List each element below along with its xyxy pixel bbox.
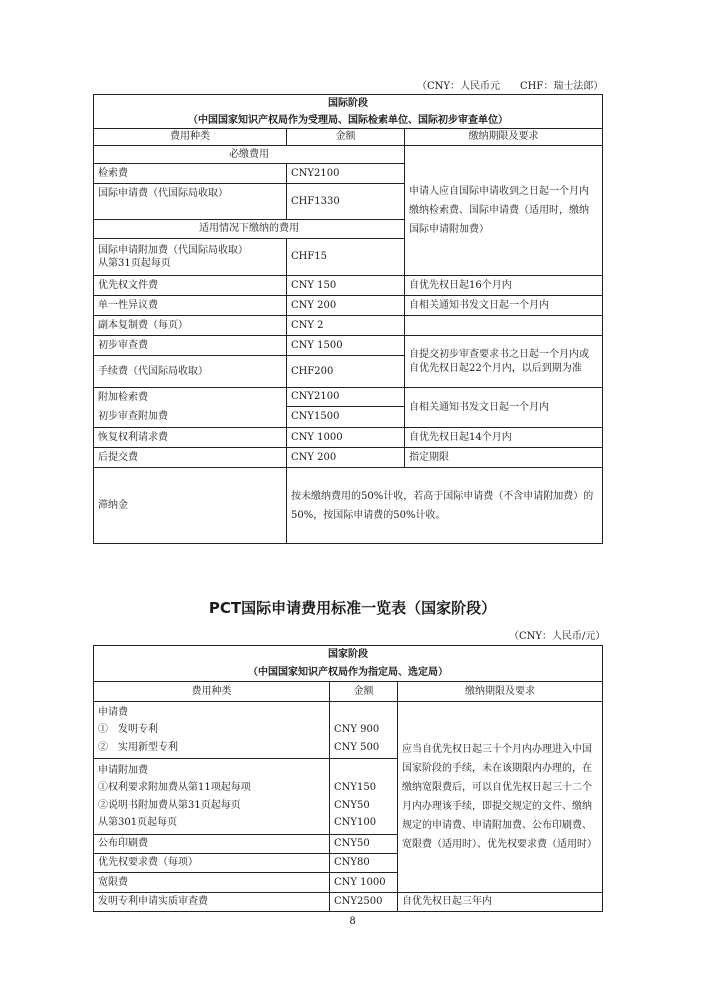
unity-protest-fee: 单一性异议费	[94, 296, 287, 316]
desc-extra-301: 从第301页起每页	[98, 817, 178, 828]
prelim-exam-amount: CNY 1500	[287, 336, 405, 356]
intl-extra-fee-line1: 国际申请附加费（代国际局收取）	[98, 244, 248, 256]
page-number: 8	[349, 916, 356, 927]
table-heading: 国际阶段	[94, 95, 603, 113]
filing-fee-amounts	[330, 702, 398, 759]
copy-fee: 副本复制费（每页）	[94, 316, 287, 336]
desc-extra-31-amount: CNY50	[334, 799, 370, 811]
table2-subheading: （中国国家知识产权局作为指定局、选定局）	[94, 664, 603, 682]
claims-extra-amount: CNY150	[334, 782, 377, 793]
restore-deadline: 自优先权日起14个月内	[405, 428, 603, 448]
filing-utility-amount: CNY 500	[334, 741, 380, 753]
section-optional: 适用情况下缴纳的费用	[94, 220, 405, 239]
currency-note: （CNY：人民币元 CHF：瑞士法郎）	[417, 81, 604, 92]
additional-fee-label: 申请附加费	[98, 764, 148, 776]
intl-extra-fee-amount: CHF15	[287, 239, 405, 276]
table2-heading: 国家阶段	[94, 646, 603, 664]
section-title: PCT国际申请费用标准一览表（国家阶段）	[208, 599, 497, 617]
additional-fee-amounts	[330, 759, 398, 835]
search-fee: 检索费	[94, 164, 287, 184]
copy-fee-amount: CNY 2	[287, 316, 405, 336]
priority-doc-fee-amount: CNY 150	[287, 276, 405, 296]
add-search-fee: 附加检索费	[94, 388, 287, 407]
substantive-exam-deadline: 自优先权日起三年内	[398, 893, 603, 912]
late-submit-fee: 后提交费	[94, 448, 287, 468]
publication-amount: CNY50	[330, 835, 398, 854]
intl-phase-fee-table	[93, 94, 603, 544]
handling-fee-amount: CHF200	[287, 356, 405, 388]
copy-fee-deadline	[405, 316, 603, 336]
add-search-amount: CNY2100	[287, 388, 405, 407]
priority-claim-fee: 优先权要求费（每项）	[94, 854, 330, 873]
intl-filing-fee-amount: CHF1330	[287, 184, 405, 220]
late-payment-fee: 滞纳金	[94, 468, 287, 544]
add-deadline: 自相关通知书发文日起一个月内	[405, 388, 603, 428]
deadline-mandatory: 申请人应自国际申请收到之日起一个月内缴纳检索费、国际申请费（适用时，缴纳国际申请附加费）	[405, 146, 603, 276]
add-prelim-amount: CNY1500	[287, 407, 405, 428]
prelim-exam-fee: 初步审查费	[94, 336, 287, 356]
filing-fee-group	[94, 702, 330, 759]
filing-invention-amount: CNY 900	[334, 724, 380, 736]
t2-col-header-deadline: 缴纳期限及要求	[398, 682, 603, 702]
filing-invention: ① 发明专利	[98, 724, 158, 736]
col-header-fee-type: 费用种类	[94, 129, 287, 146]
additional-fee-group	[94, 759, 330, 835]
unity-protest-deadline: 自相关通知书发文日起一个月内	[405, 296, 603, 316]
publication-fee: 公布印刷费	[94, 835, 330, 854]
desc-extra-31: ②说明书附加费从第31页起每页	[98, 799, 241, 811]
priority-doc-deadline: 自优先权日起16个月内	[405, 276, 603, 296]
late-submit-deadline: 指定期限	[405, 448, 603, 468]
col-header-deadline: 缴纳期限及要求	[405, 129, 603, 146]
national-phase-fee-table	[93, 645, 603, 912]
substantive-exam-amount: CNY2500	[330, 893, 398, 912]
handling-fee: 手续费（代国际局收取）	[94, 356, 287, 388]
intl-extra-fee	[94, 239, 287, 276]
t2-col-header-fee-type: 费用种类	[94, 682, 330, 702]
intl-extra-fee-line2: 从第31页起每页	[98, 258, 171, 269]
claims-extra: ①权利要求附加费从第11项起每项	[98, 782, 251, 793]
priority-claim-amount: CNY80	[330, 854, 398, 873]
filing-utility: ② 实用新型专利	[98, 741, 178, 753]
deadline-main: 应当自优先权日起三十个月内办理进入中国国家阶段的手续，未在该期限内办理的，在缴纳宽限费后，可以自优先权日起三十二个月内办理该手续，即提交规定的文件、缴纳规定的申请费、申请附加费、公布印刷费、宽限费（适用时）、优先权要求费（适用时）	[398, 702, 603, 893]
restore-fee: 恢复权利请求费	[94, 428, 287, 448]
late-submit-amount: CNY 200	[287, 448, 405, 468]
desc-extra-301-amount: CNY100	[334, 817, 377, 828]
grace-fee: 宽限费	[94, 873, 330, 893]
substantive-exam-fee: 发明专利申请实质审查费	[94, 893, 330, 912]
restore-amount: CNY 1000	[287, 428, 405, 448]
priority-doc-fee: 优先权文件费	[94, 276, 287, 296]
unity-protest-amount: CNY 200	[287, 296, 405, 316]
late-payment-desc: 按未缴纳费用的50%计收，若高于国际申请费（不含申请附加费）的50%，按国际申请费的50%计收。	[287, 468, 603, 544]
section-mandatory: 必缴费用	[94, 146, 405, 164]
grace-amount: CNY 1000	[330, 873, 398, 893]
intl-filing-fee: 国际申请费（代国际局收取）	[94, 184, 287, 220]
filing-fee-label: 申请费	[98, 706, 128, 718]
search-fee-amount: CNY2100	[287, 164, 405, 184]
currency-note-2: （CNY：人民币/元）	[509, 631, 606, 642]
table-subheading: （中国国家知识产权局作为受理局、国际检索单位、国际初步审查单位）	[94, 113, 603, 129]
col-header-amount: 金额	[287, 129, 405, 146]
prelim-deadline: 自提交初步审查要求书之日起一个月内或自优先权日起22个月内，以后到期为准	[405, 336, 603, 388]
add-prelim-fee: 初步审查附加费	[94, 407, 287, 428]
t2-col-header-amount: 金额	[330, 682, 398, 702]
